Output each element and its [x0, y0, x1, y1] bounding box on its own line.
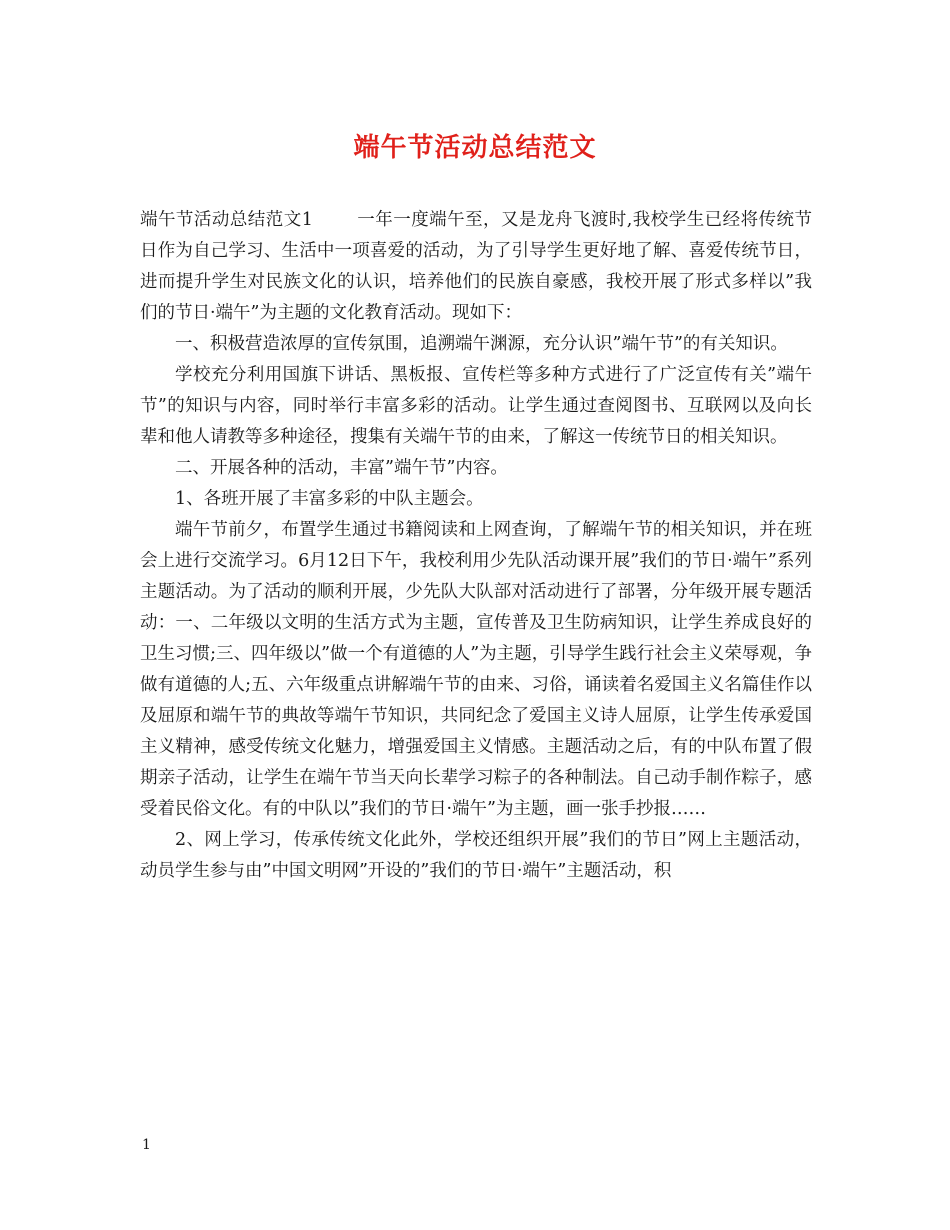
paragraph: 学校充分利用国旗下讲话、黑板报、宣传栏等多种方式进行了广泛宣传有关”端午节”的知识与内容，同时举行丰富多彩的活动。让学生通过查阅图书、互联网以及向长辈和他人请教等多种途径，搜集有关端午节的由来，了解这一传统节日的相关知识。 [140, 365, 812, 447]
page-number: 1 [142, 1137, 151, 1153]
paragraph: 一、积极营造浓厚的宣传氛围，追溯端午渊源，充分认识”端午节”的有关知识。 [175, 334, 788, 354]
paragraph: 1、各班开展了丰富多彩的中队主题会。 [175, 489, 484, 509]
document-title: 端午节活动总结范文 [353, 133, 597, 163]
paragraph-text: 一年一度端午至，又是龙舟飞渡时,我校学生已经将传统节日作为自己学习、生活中一项喜爱的活动，为了引导学生更好地了解、喜爱传统节日，进而提升学生对民族文化的认识，培养他们的民族自豪感，我校开展了形式多样以”我们的节日·端午”为主题的文化教育活动。现如下： [140, 210, 812, 323]
paragraph: 端午节前夕，布置学生通过书籍阅读和上网查询，了解端午节的相关知识，并在班会上进行交流学习。6月12日下午，我校利用少先队活动课开展”我们的节日·端午”系列主题活动。为了活动的顺利开展，少先队大队部对活动进行了部署，分年级开展专题活动：一、二年级以文明的生活方式为主题，宣传普及卫生防病知识，让学生养成良好的卫生习惯;三、四年级以”做一个有道德的人”为主题，引导学生践行社会主义荣辱观，争做有道德的人;五、六年级重点讲解端午节的由来、习俗，诵读着名爱国主义名篇佳作以及屈原和端午节的典故等端午节知识，共同纪念了爱国主义诗人屈原，让学生传承爱国主义精神，感受传统文化魅力，增强爱国主义情感。主题活动之后，有的中队布置了假期亲子活动，让学生在端午节当天向长辈学习粽子的各种制法。自己动手制作粽子，感受着民俗文化。有的中队以”我们的节日·端午”为主题，画一张手抄报…… [140, 520, 812, 819]
section-heading: 端午节活动总结范文1 [140, 210, 313, 230]
paragraph: 2、网上学习，传承传统文化此外，学校还组织开展”我们的节日”网上主题活动，动员学生参与由”中国文明网”开设的”我们的节日·端午”主题活动，积 [140, 830, 812, 881]
paragraph-intro [140, 205, 812, 329]
document-body [140, 205, 812, 887]
paragraph: 二、开展各种的活动，丰富”端午节”内容。 [175, 458, 508, 478]
